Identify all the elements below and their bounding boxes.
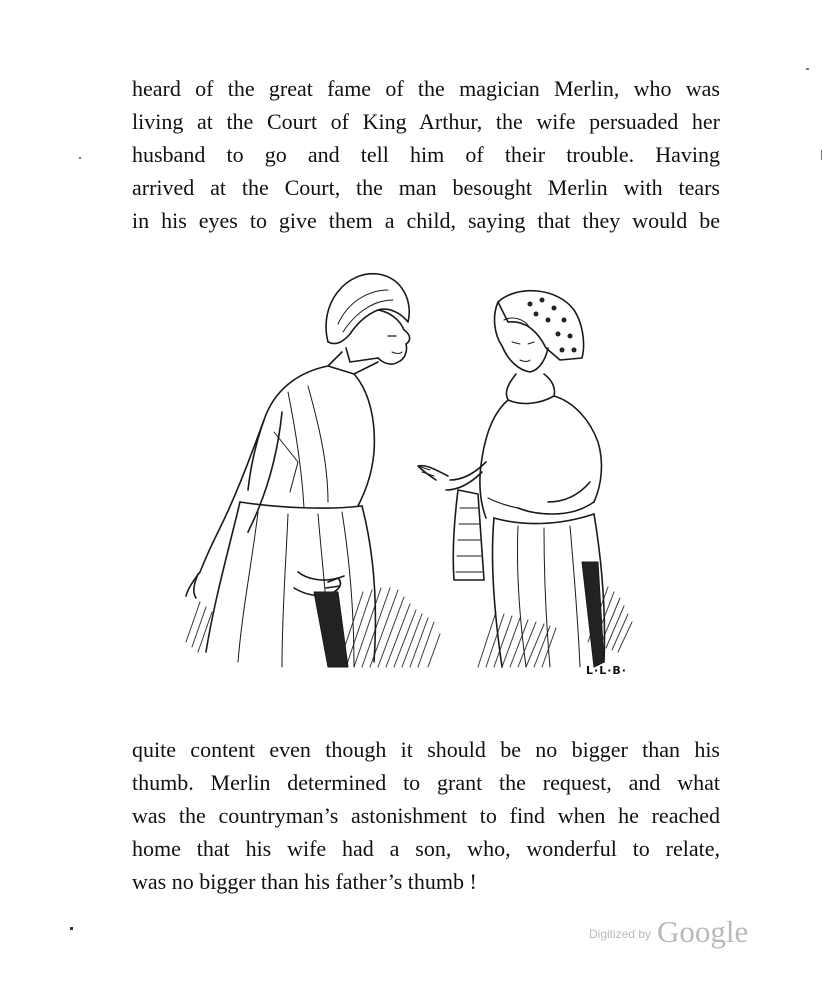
text-line: in his eyes to give them a child, saying that they would be <box>132 208 720 233</box>
text-line: thumb. Merlin determined to grant the request, and what <box>132 770 720 795</box>
text-line: living at the Court of King Arthur, the wife persuaded her <box>132 109 720 134</box>
ground-shading <box>186 587 632 667</box>
woman-figure <box>418 291 605 667</box>
scan-speck <box>806 68 809 70</box>
text-line: quite content even though it should be no bigger than his <box>132 737 720 762</box>
text-line: arrived at the Court, the man besought Merlin with tears <box>132 175 720 200</box>
google-logo: Google <box>657 914 749 949</box>
text-line: was no bigger than his father’s thumb ! <box>132 869 477 894</box>
text-line: husband to go and tell him of their trouble. Having <box>132 142 720 167</box>
scan-speck <box>79 157 81 159</box>
text-line: was the countryman’s astonishment to find when he reached <box>132 803 720 828</box>
scan-speck <box>70 927 73 930</box>
bottom-paragraph <box>132 733 720 898</box>
illustrator-signature: L·L·B· <box>586 664 627 677</box>
watermark-prefix: Digitized by <box>589 927 652 941</box>
top-paragraph <box>132 72 720 237</box>
text-line: heard of the great fame of the magician Merlin, who was <box>132 76 720 101</box>
scan-speck <box>821 150 822 160</box>
man-figure <box>186 274 410 667</box>
illustration-merlin-and-wife <box>178 262 638 682</box>
text-line: home that his wife had a son, who, wonderful to relate, <box>132 836 720 861</box>
digitized-by-google-watermark <box>589 914 748 950</box>
